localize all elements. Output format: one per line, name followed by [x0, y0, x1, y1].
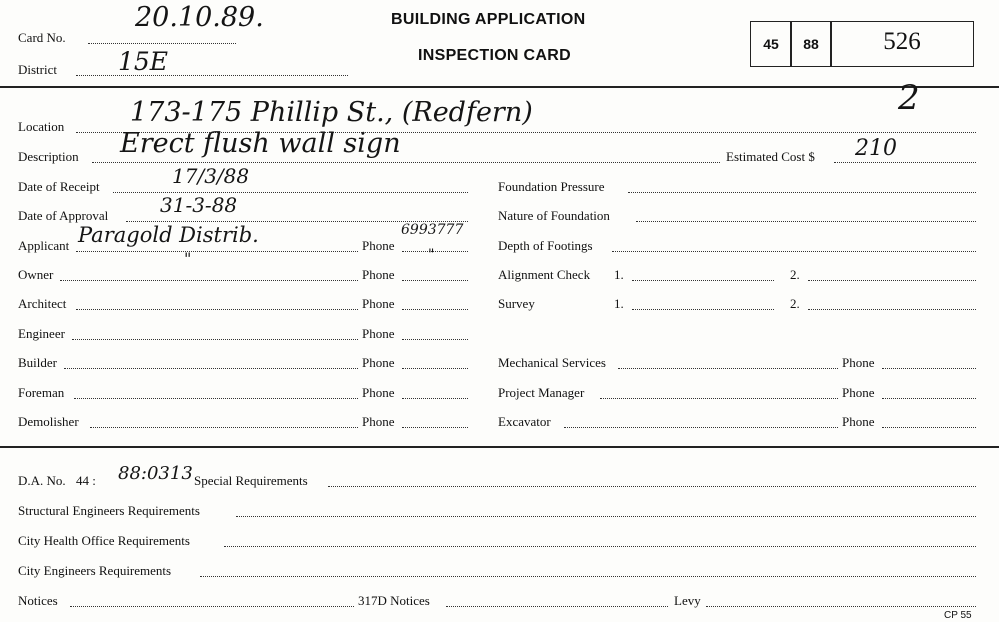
engineer-line [72, 339, 358, 340]
applicant-phone-label: Phone [362, 238, 395, 253]
levy-line [706, 606, 976, 607]
depth-of-footings-label: Depth of Footings [498, 238, 593, 253]
architect-label: Architect [18, 296, 67, 311]
mechanical-services-phone-label: Phone [842, 355, 875, 370]
city-engineers-label: City Engineers Requirements [18, 563, 172, 578]
structural-engineers-label: Structural Engineers Requirements [18, 503, 200, 518]
applicant-line [76, 251, 358, 252]
alignment-check-2-label: 2. [790, 267, 800, 282]
title-line-2: INSPECTION CARD [418, 47, 571, 64]
owner-phone-label: Phone [362, 267, 395, 282]
engineer-label: Engineer [18, 326, 65, 341]
description-label: Description [18, 149, 79, 164]
special-requirements-label: Special Requirements [194, 473, 308, 488]
notices-317d-label: 317D Notices [358, 593, 430, 608]
date-of-approval-handwritten: 31-3-88 [160, 193, 238, 217]
builder-phone-label: Phone [362, 355, 395, 370]
survey-1-label: 1. [614, 296, 624, 311]
estimated-cost-line [834, 162, 976, 163]
applicant-handwritten: Paragold Distrib. [78, 223, 259, 247]
city-health-label: City Health Office Requirements [18, 533, 190, 548]
engineer-phone-label: Phone [362, 326, 395, 341]
sheet-number-handwritten: 2 [898, 78, 920, 118]
card-no-label: Card No. [18, 30, 66, 45]
mechanical-services-phone-line [882, 368, 976, 369]
da-number-handwritten: 88:0313 [118, 463, 193, 484]
alignment-check-1-line [632, 280, 774, 281]
project-manager-label: Project Manager [498, 385, 585, 400]
excavator-phone-label: Phone [842, 414, 875, 429]
alignment-check-label: Alignment Check [498, 267, 591, 282]
mechanical-services-label: Mechanical Services [498, 355, 606, 370]
owner-label: Owner [18, 267, 54, 282]
location-handwritten: 173-175 Phillip St., (Redfern) [130, 97, 533, 128]
estimated-cost-label: Estimated Cost $ [726, 149, 815, 164]
builder-line [64, 368, 358, 369]
demolisher-line [90, 427, 358, 428]
foreman-line [74, 398, 358, 399]
notices-line [70, 606, 354, 607]
card-number: 526 [883, 28, 921, 55]
engineer-phone-line [402, 339, 468, 340]
applicant-phone-handwritten: 6993777 [401, 222, 464, 238]
code-box-2-value: 88 [803, 36, 819, 52]
demolisher-label: Demolisher [18, 414, 79, 429]
survey-1-line [632, 309, 774, 310]
description-line [92, 162, 720, 163]
code-box-1-value: 45 [763, 36, 779, 52]
excavator-phone-line [882, 427, 976, 428]
location-label: Location [18, 119, 65, 134]
builder-phone-line [402, 368, 468, 369]
project-manager-line [600, 398, 838, 399]
city-health-line [224, 546, 976, 547]
description-handwritten: Erect flush wall sign [120, 128, 401, 159]
foreman-phone-label: Phone [362, 385, 395, 400]
demolisher-phone-line [402, 427, 468, 428]
form-code: CP 55 [944, 610, 972, 621]
district-label: District [18, 62, 57, 77]
owner-phone-line [402, 280, 468, 281]
survey-2-line [808, 309, 976, 310]
excavator-line [564, 427, 838, 428]
demolisher-phone-label: Phone [362, 414, 395, 429]
city-engineers-line [200, 576, 976, 577]
district-handwritten: 15E [118, 47, 169, 76]
applicant-phone-line [402, 251, 468, 252]
excavator-label: Excavator [498, 414, 551, 429]
notices-317d-line [446, 606, 668, 607]
da-prefix: 44 : [76, 473, 96, 488]
notices-label: Notices [18, 593, 58, 608]
da-no-label: D.A. No. [18, 473, 66, 488]
survey-label: Survey [498, 296, 535, 311]
foreman-phone-line [402, 398, 468, 399]
architect-line [76, 309, 358, 310]
card-no-line [88, 43, 236, 44]
architect-phone-line [402, 309, 468, 310]
mechanical-services-line [618, 368, 838, 369]
date-of-receipt-handwritten: 17/3/88 [172, 164, 250, 188]
architect-phone-label: Phone [362, 296, 395, 311]
project-manager-phone-label: Phone [842, 385, 875, 400]
special-requirements-line [328, 486, 976, 487]
alignment-check-2-line [808, 280, 976, 281]
nature-of-foundation-line [636, 221, 976, 222]
survey-2-label: 2. [790, 296, 800, 311]
depth-of-footings-line [612, 251, 976, 252]
levy-label: Levy [674, 593, 701, 608]
card-no-handwritten: 20.10.89. [135, 2, 264, 33]
date-of-receipt-label: Date of Receipt [18, 179, 100, 194]
applicant-ditto-mark: " [184, 249, 192, 268]
foundation-pressure-line [628, 192, 976, 193]
estimated-cost-handwritten: 210 [855, 136, 897, 161]
header-divider [0, 86, 999, 88]
applicant-label: Applicant [18, 238, 70, 253]
alignment-check-1-label: 1. [614, 267, 624, 282]
requirements-divider [0, 446, 999, 448]
district-line [76, 75, 348, 76]
foreman-label: Foreman [18, 385, 65, 400]
applicant-phone-ditto-mark: " [428, 247, 435, 263]
structural-engineers-line [236, 516, 976, 517]
builder-label: Builder [18, 355, 57, 370]
owner-line [60, 280, 358, 281]
project-manager-phone-line [882, 398, 976, 399]
foundation-pressure-label: Foundation Pressure [498, 179, 605, 194]
nature-of-foundation-label: Nature of Foundation [498, 208, 610, 223]
title-line-1: BUILDING APPLICATION [391, 11, 586, 28]
date-of-approval-label: Date of Approval [18, 208, 109, 223]
